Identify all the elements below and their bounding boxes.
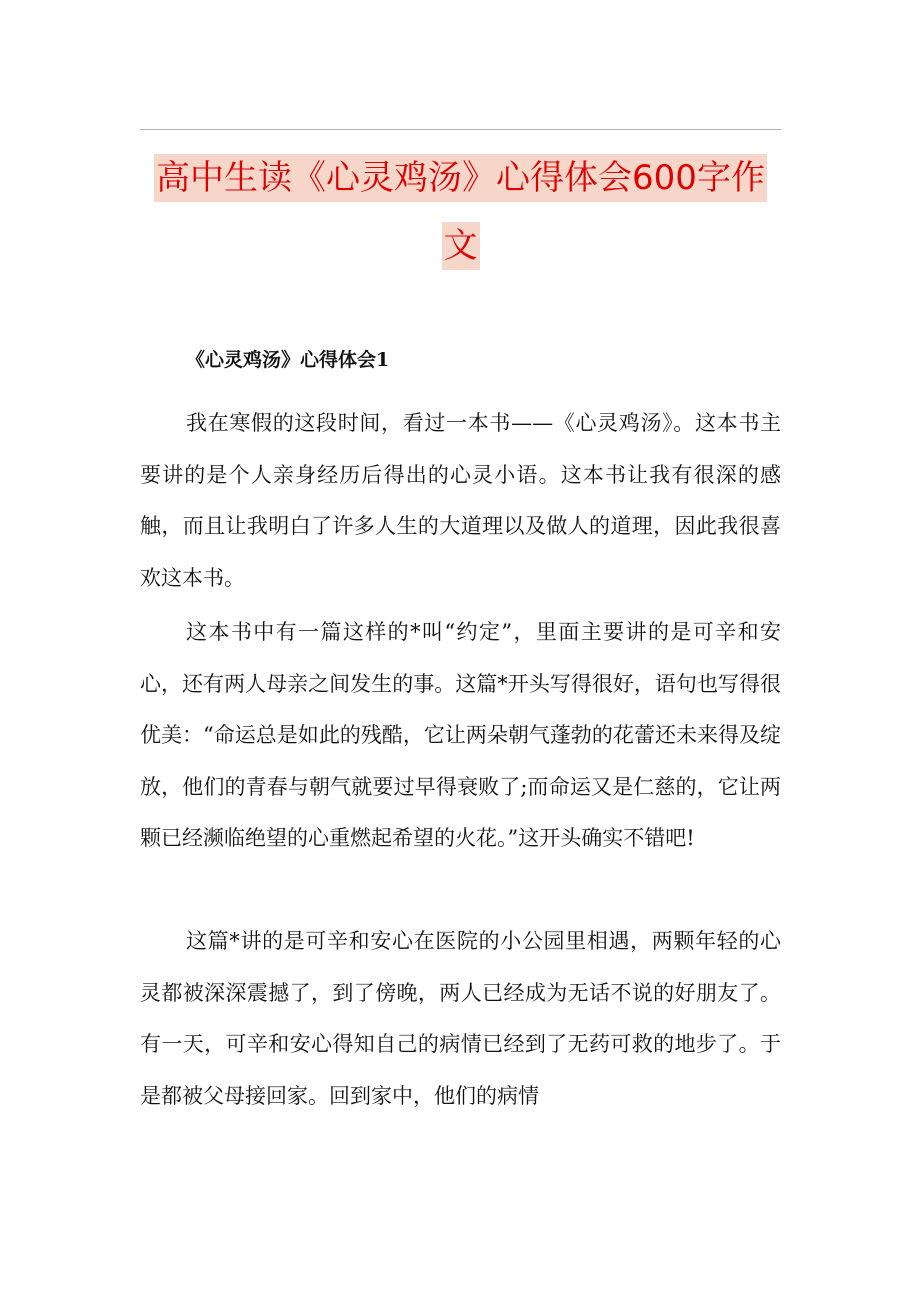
body-paragraph-2: 这本书中有一篇这样的*叫“约定”，里面主要讲的是可辛和安心，还有两人母亲之间发生的事。这篇*开头写得很好，语句也写得很优美：“命运总是如此的残酷，它让两朵朝气蓬勃的花蕾还未来得及绽放，他们的青春与朝气就要过早得衰败了;而命运又是仁慈的，它让两颗已经濒临绝望的心重燃起希望的火花。”这开头确实不错吧! xyxy=(140,620,781,850)
section-heading: 《心灵鸡汤》心得体会1 xyxy=(186,349,390,371)
title-line-2 xyxy=(140,218,781,286)
body-paragraph-1: 我在寒假的这段时间，看过一本书——《心灵鸡汤》。这本书主要讲的是个人亲身经历后得出的心灵小语。这本书让我有很深的感触，而且让我明白了许多人生的大道理以及做人的道理，因此我很喜欢这本书。 xyxy=(140,411,781,590)
document-title xyxy=(140,150,781,286)
title-line-1 xyxy=(140,150,781,218)
title-text-2: 文 xyxy=(442,222,480,270)
body-paragraph-3: 这篇*讲的是可辛和安心在医院的小公园里相遇，两颗年轻的心灵都被深深震撼了，到了傍晚，两人已经成为无话不说的好朋友了。有一天，可辛和安心得知自己的病情已经到了无药可救的地步了。于是都被父母接回家。回到家中，他们的病情 xyxy=(140,929,781,1108)
header-rule xyxy=(140,129,781,130)
title-text-1: 高中生读《心灵鸡汤》心得体会600字作 xyxy=(154,154,767,202)
